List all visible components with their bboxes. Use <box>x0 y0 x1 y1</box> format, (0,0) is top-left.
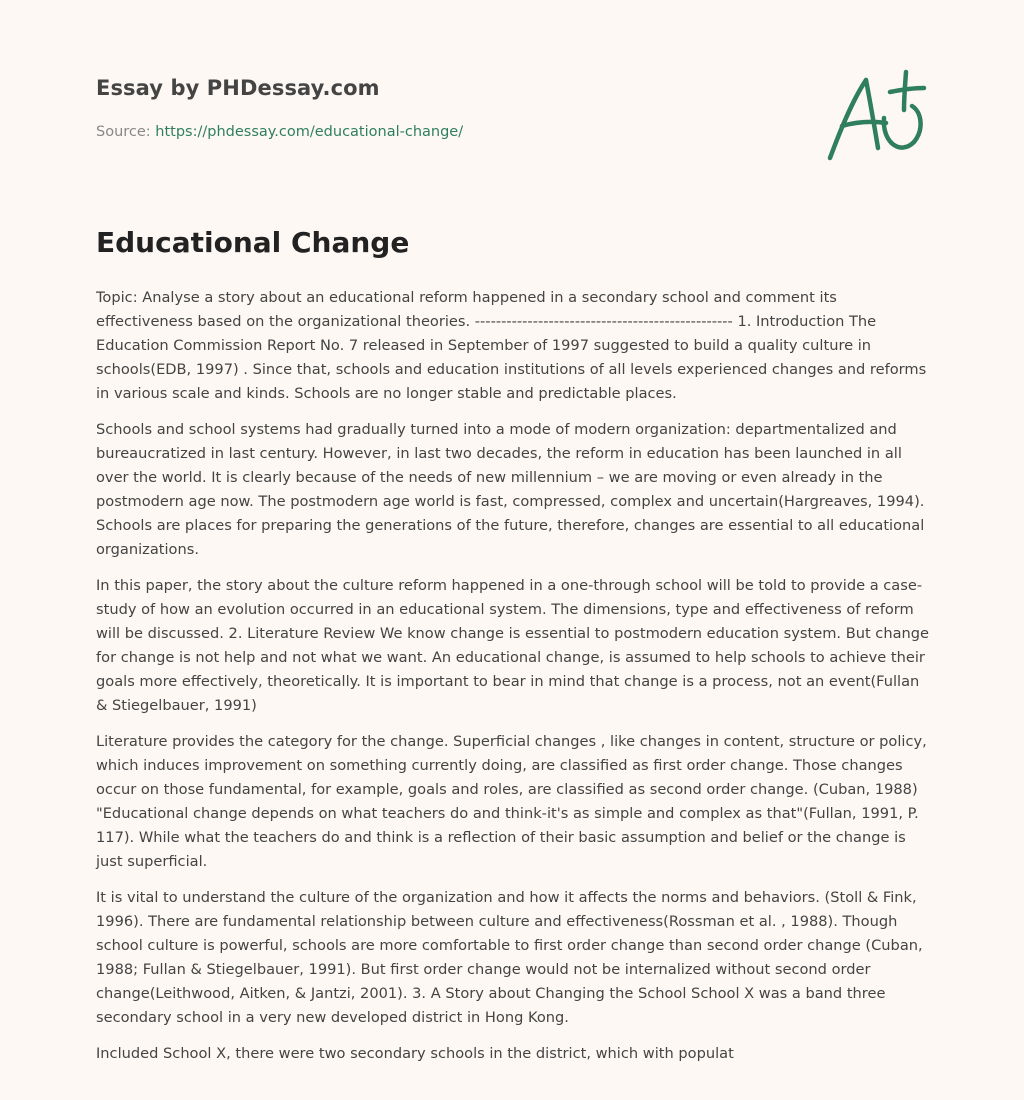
essay-body <box>96 286 932 1078</box>
essay-paragraph: Schools and school systems had gradually turned into a mode of modern organization: departmentalized and bureaucratized in last century. However, in last two decades, the reform in education has been launched in all over the world. It is clearly because of the needs of new millennium – we are moving or even already in the postmodern age now. The postmodern age world is fast, compressed, complex and uncertain(Hargreaves, 1994). Schools are places for preparing the generations of the future, therefore, changes are essential to all educational organizations. <box>96 421 925 558</box>
essay-paragraph: It is vital to understand the culture of the organization and how it affects the norms and behaviors. (Stoll & Fink, 1996). There are fundamental relationship between culture and effectiveness(Rossman et al. , 1988). Though school culture is powerful, schools are more comfortable to first order change than second order change (Cuban, 1988; Fullan & Stiegelbauer, 1991). But first order change would not be internalized without second order change(Leithwood, Aitken, & Jantzi, 2001). 3. A Story about Changing the School School X was a band three secondary school in a very new developed district in Hong Kong. <box>96 889 923 1026</box>
site-title: Essay by PHDessay.com <box>96 76 380 100</box>
a-plus-logo-icon <box>820 66 930 166</box>
essay-paragraph: In this paper, the story about the culture reform happened in a one-through school will be told to provide a case-study of how an evolution occurred in an educational system. The dimensions, type and effectiveness of reform will be discussed. 2. Literature Review We know change is essential to postmodern education system. But change for change is not help and not what we want. An educational change, is assumed to help schools to achieve their goals more effectively, theoretically. It is important to bear in mind that change is a process, not an event(Fullan & Stiegelbauer, 1991) <box>96 577 930 714</box>
essay-paragraph: Topic: Analyse a story about an educational reform happened in a secondary school and comment its effectiveness based on the organizational theories. ------------------------------------------------- 1. Introduction The Education Commission Report No. 7 released in September of 1997 suggested to build a quality culture in schools(EDB, 1997) . Since that, schools and education institutions of all levels experienced changes and reforms in various scale and kinds. Schools are no longer stable and predictable places. <box>96 289 927 402</box>
essay-paragraph: Literature provides the category for the change. Superficial changes , like changes in content, structure or policy, which induces improvement on something currently doing, are classified as first order change. Those changes occur on those fundamental, for example, goals and roles, are classified as second order change. (Cuban, 1988) "Educational change depends on what teachers do and think-it's as simple and complex as that"(Fullan, 1991, P. 117). While what the teachers do and think is a reflection of their basic assumption and belief or the change is just superficial. <box>96 733 927 870</box>
essay-title: Educational Change <box>96 226 410 259</box>
source-label: Source: <box>96 124 156 140</box>
source-line <box>96 124 463 140</box>
essay-paragraph: Included School X, there were two secondary schools in the district, which with populat <box>96 1045 734 1062</box>
source-link[interactable]: https://phdessay.com/educational-change/ <box>155 124 464 140</box>
